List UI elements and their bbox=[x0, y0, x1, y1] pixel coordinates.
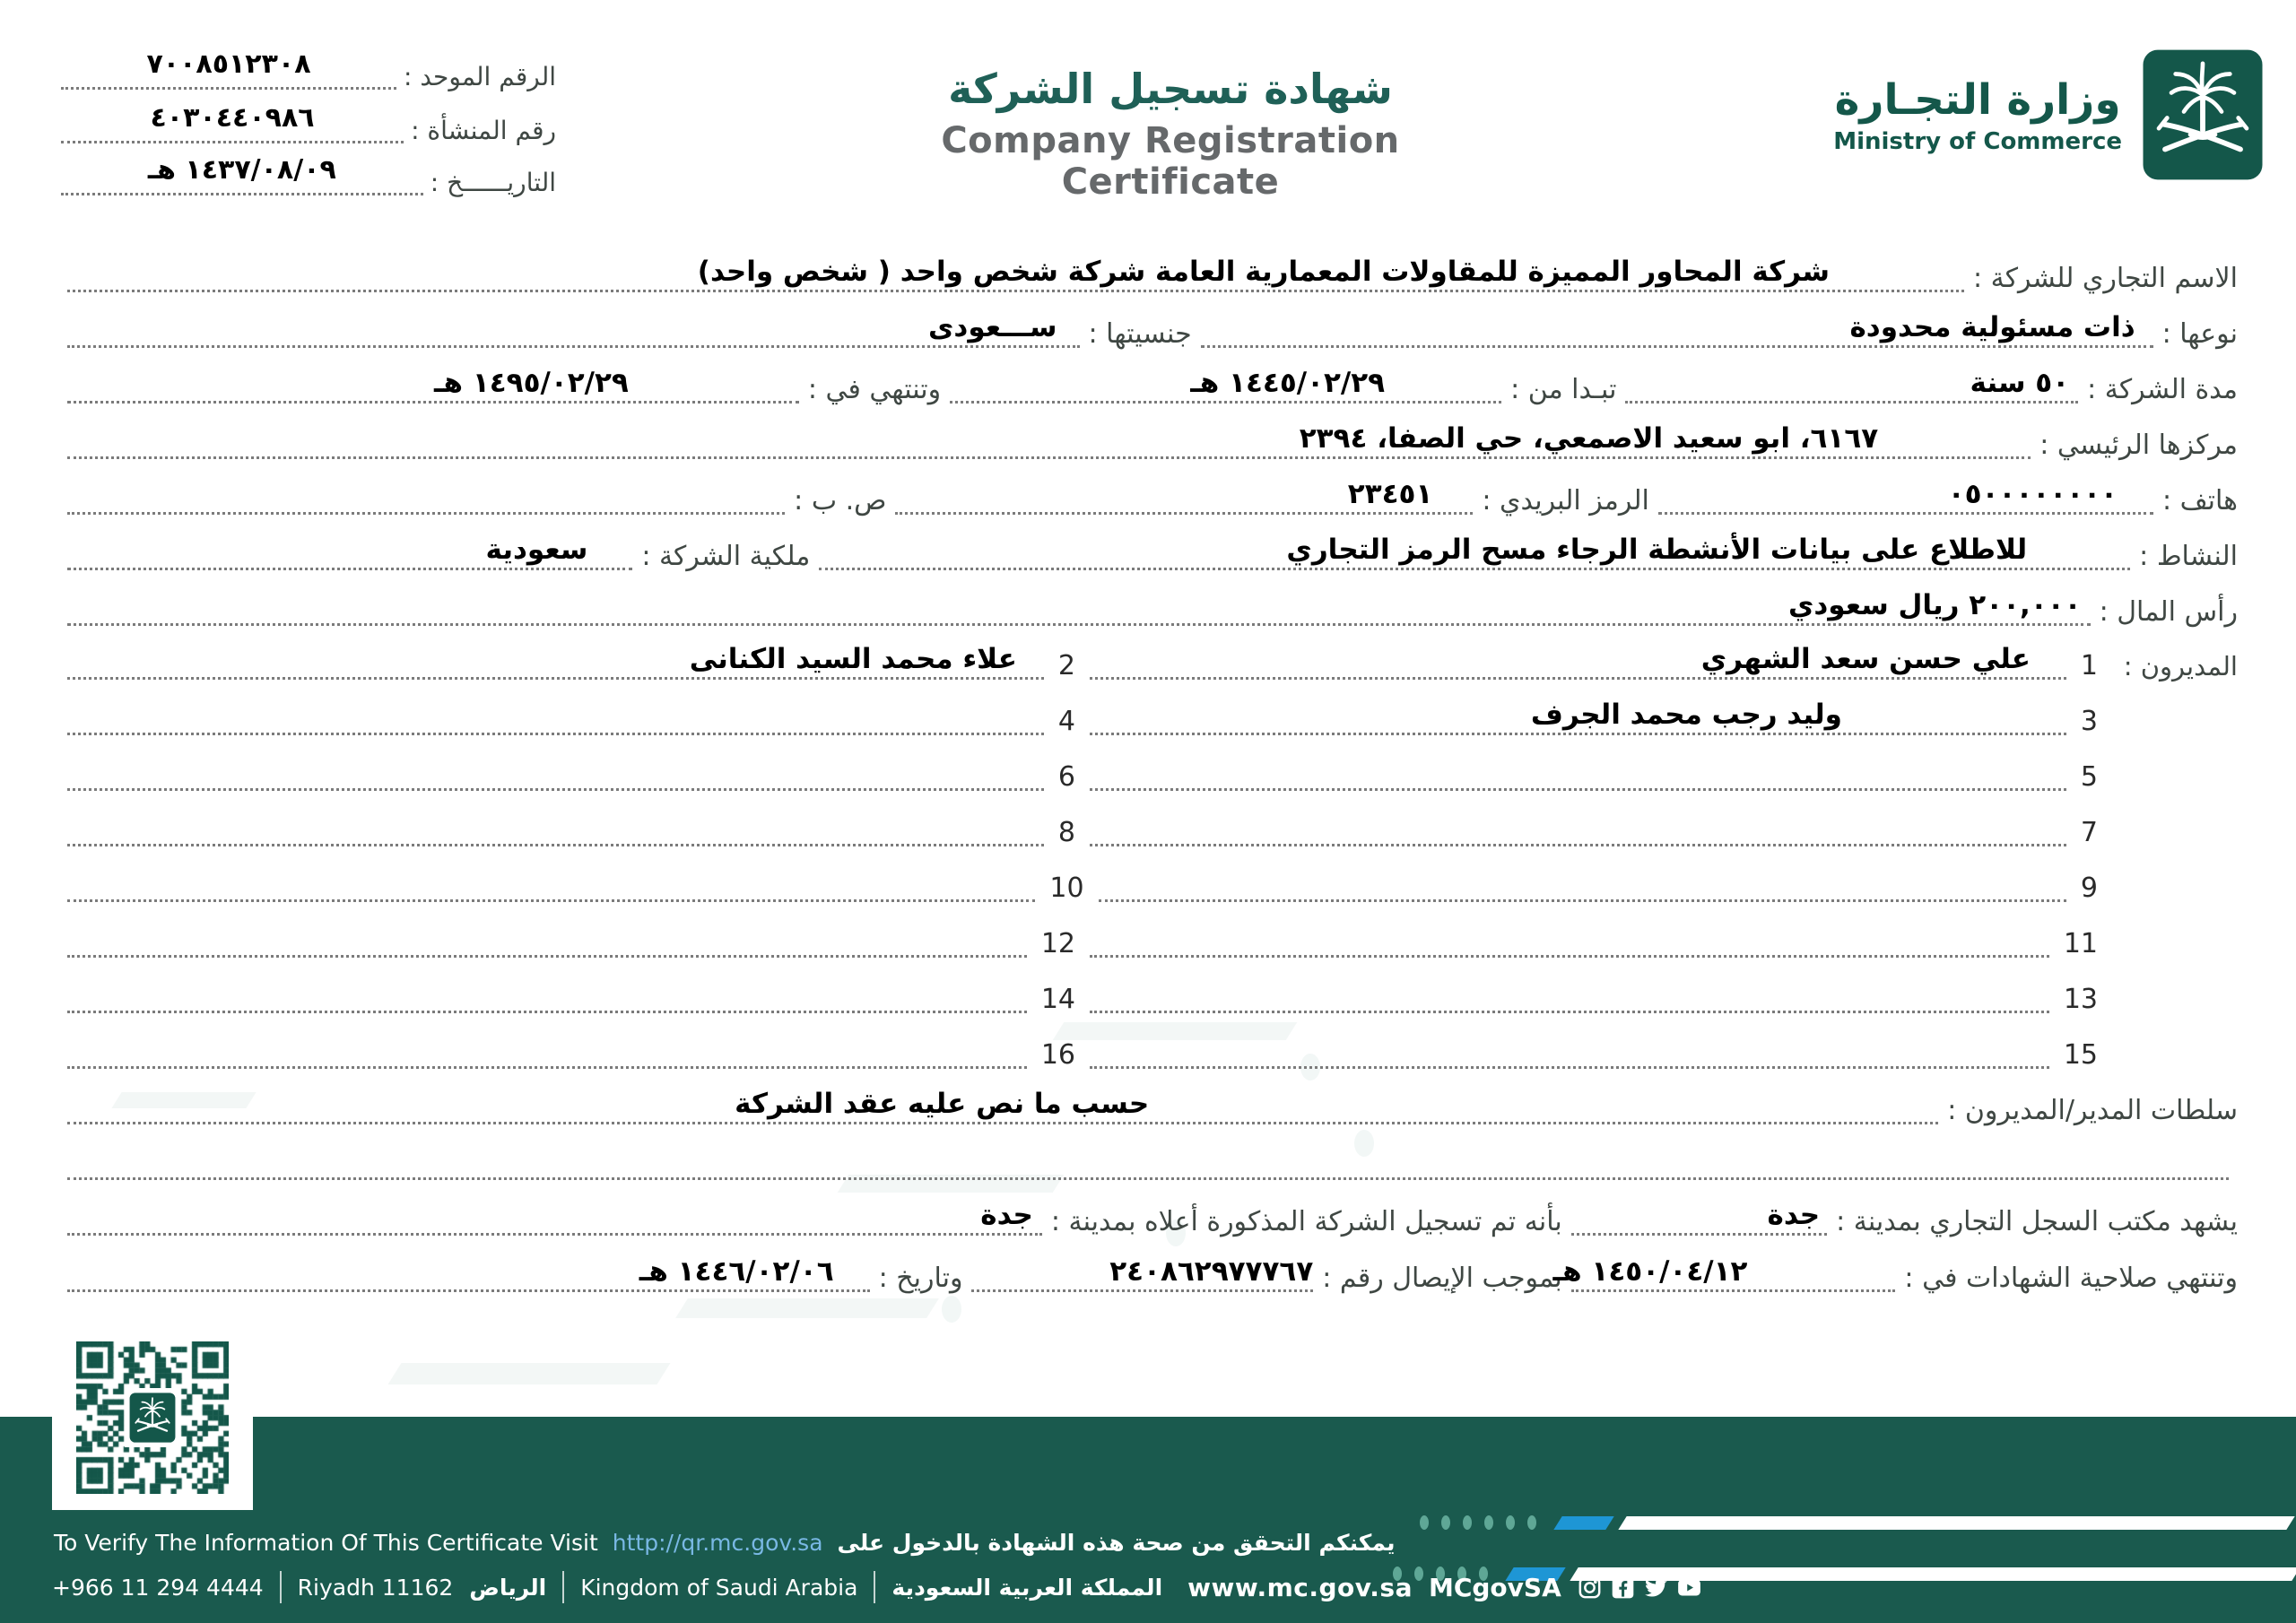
manager-slot-number: 2 bbox=[1057, 650, 1075, 681]
duration-label: مدة الشركة : bbox=[2087, 373, 2238, 405]
manager-slot-number: 6 bbox=[1057, 761, 1075, 793]
manager-slot-number: 4 bbox=[1057, 706, 1075, 737]
watermark-dot bbox=[942, 1296, 961, 1323]
dotted-line bbox=[61, 144, 423, 195]
dotted-line bbox=[1090, 903, 2049, 958]
registered-city-label: بأنه تم تسجيل الشركة المذكورة أعلاه بمدينة : bbox=[1050, 1205, 1562, 1237]
dotted-line bbox=[67, 311, 1080, 348]
activity-field bbox=[810, 534, 2238, 572]
deco-dot bbox=[1484, 1515, 1493, 1530]
manager-slot-number: 7 bbox=[2080, 817, 2098, 848]
footer-phone: +966 11 294 4444 bbox=[52, 1574, 264, 1601]
phone-label: هاتف : bbox=[2161, 484, 2238, 516]
manager-row bbox=[58, 794, 2238, 846]
footer-social-handle: MCgovSA bbox=[1428, 1572, 1561, 1602]
phone-row bbox=[58, 464, 2238, 515]
receipt-date-value: ١٤٤٦/٠٢/٠٦ هـ bbox=[639, 1255, 834, 1288]
manager-row bbox=[58, 961, 2238, 1013]
capital-value: ٢٠٠,٠٠٠ ريال سعودي bbox=[1787, 589, 2082, 621]
dotted-line bbox=[1090, 792, 2066, 846]
dotted-line bbox=[67, 367, 799, 404]
receipt-date-label: وتاريخ : bbox=[878, 1262, 963, 1294]
trade-name-row bbox=[58, 242, 2238, 292]
ministry-name-arabic: وزارة التجـارة bbox=[1834, 74, 2121, 125]
postal-code-value: ٢٣٤٥١ bbox=[1347, 478, 1433, 510]
qr-center-emblem bbox=[125, 1388, 180, 1447]
manager-slot-number: 15 bbox=[2063, 1039, 2098, 1071]
ministry-name-english: Ministry of Commerce bbox=[1833, 127, 2122, 155]
dotted-line bbox=[67, 959, 1027, 1013]
expiry-receipt-row bbox=[58, 1242, 2238, 1292]
issue-date-row bbox=[54, 147, 556, 195]
postal-code-field bbox=[886, 478, 1649, 516]
dotted-line bbox=[67, 1014, 1027, 1069]
receipt-number-field bbox=[962, 1255, 1562, 1294]
deco-dot bbox=[1527, 1515, 1536, 1530]
footer-country-en: Kingdom of Saudi Arabia bbox=[580, 1574, 858, 1601]
deco-dot bbox=[1441, 1515, 1450, 1530]
receipt-number-value: ٢٤٠٨٦٢٩٧٧٧٦٧ bbox=[1109, 1255, 1314, 1288]
facility-number-value: ٤٠٣٠٤٤٠٩٨٦ bbox=[150, 102, 315, 134]
facility-number-row bbox=[54, 95, 556, 143]
authority-continuation-row bbox=[58, 1130, 2238, 1180]
dotted-line bbox=[1099, 847, 2066, 902]
dotted-line bbox=[1571, 1199, 1827, 1236]
page-title-english: Company Registration Certificate bbox=[941, 120, 1400, 203]
dotted-line bbox=[67, 903, 1027, 958]
issue-date-label: التاريــــــخ : bbox=[430, 167, 556, 197]
nationality-field bbox=[58, 311, 1192, 350]
watermark-shape bbox=[675, 1298, 939, 1318]
trade-name-value: شركة المحاور المميزة للمقاولات المعمارية العامة شركة شخص واحد ( شخص واحد) bbox=[697, 256, 1830, 288]
unified-number-label: الرقم الموحد : bbox=[404, 61, 556, 91]
registry-office-city: جدة bbox=[1767, 1199, 1821, 1231]
verify-link[interactable]: http://qr.mc.gov.sa bbox=[612, 1530, 823, 1556]
dotted-line bbox=[67, 512, 785, 515]
dotted-line bbox=[61, 39, 396, 90]
manager-name-value: علاء محمد السيد الكنانى bbox=[689, 643, 1017, 675]
facebook-icon[interactable] bbox=[1611, 1575, 1635, 1600]
saudi-emblem-icon bbox=[2140, 47, 2266, 183]
dotted-line bbox=[67, 681, 1044, 735]
dotted-line bbox=[1625, 367, 2078, 404]
duration-field bbox=[1616, 367, 2238, 405]
receipt-date-field bbox=[58, 1255, 963, 1294]
manager-slot-number: 12 bbox=[1040, 928, 1075, 959]
unified-number-value: ٧٠٠٨٥١٢٣٠٨ bbox=[146, 48, 311, 80]
deco-dot bbox=[1463, 1515, 1472, 1530]
manager-authority-value: حسب ما نص عليه عقد الشركة bbox=[735, 1088, 1150, 1120]
nationality-label: جنسيتها : bbox=[1088, 317, 1192, 350]
start-date-value: ١٤٤٥/٠٢/٢٩ هـ bbox=[1190, 367, 1386, 399]
dotted-line bbox=[1201, 311, 2153, 348]
headquarters-label: مركزها الرئيسي : bbox=[2039, 429, 2238, 461]
manager-name-value: علي حسن سعد الشهري bbox=[1700, 643, 2031, 675]
nationality-value: ســـعودى bbox=[928, 311, 1057, 343]
instagram-icon[interactable] bbox=[1578, 1575, 1602, 1600]
phone-field bbox=[1649, 478, 2238, 516]
postal-code-label: الرمز البريدي : bbox=[1482, 484, 1649, 516]
manager-row bbox=[58, 906, 2238, 958]
dotted-line bbox=[971, 1255, 1314, 1292]
capital-label: رأس المال : bbox=[2099, 595, 2238, 628]
ownership-value: سعودية bbox=[485, 534, 588, 566]
type-label: نوعها : bbox=[2161, 317, 2238, 350]
manager-slot-number: 9 bbox=[2080, 872, 2098, 904]
dotted-line bbox=[1090, 959, 2049, 1013]
dotted-line bbox=[67, 1072, 1938, 1124]
ministry-logo-text bbox=[1833, 75, 2122, 155]
pobox-field bbox=[58, 484, 887, 516]
separator bbox=[280, 1571, 282, 1603]
headquarters-row bbox=[58, 409, 2238, 459]
qr-code-card bbox=[52, 1325, 253, 1510]
activity-row bbox=[58, 520, 2238, 570]
certificate-expiry-field bbox=[1552, 1255, 2238, 1294]
manager-slot-number: 10 bbox=[1049, 872, 1084, 904]
registry-office-field bbox=[1562, 1199, 2238, 1237]
phone-value: ٠٥٠٠٠٠٠٠٠٠ bbox=[1947, 478, 2118, 510]
dotted-line bbox=[67, 534, 632, 570]
type-nationality-row bbox=[58, 298, 2238, 348]
footer-city-en: Riyadh 11162 bbox=[297, 1574, 454, 1601]
dotted-line bbox=[1090, 681, 2066, 735]
separator bbox=[874, 1571, 875, 1603]
footer-country-ar: المملكة العربية السعودية bbox=[891, 1574, 1163, 1601]
manager-row bbox=[58, 1017, 2238, 1069]
manager-row bbox=[58, 628, 2238, 680]
manager-row bbox=[58, 739, 2238, 791]
social-icons bbox=[1578, 1575, 1701, 1600]
duration-row bbox=[58, 353, 2238, 404]
dotted-line bbox=[1090, 1014, 2049, 1069]
type-value: ذات مسئولية محدودة bbox=[1849, 311, 2135, 343]
dotted-line bbox=[67, 239, 1964, 292]
manager-slot-number: 3 bbox=[2080, 706, 2098, 737]
dotted-line bbox=[61, 92, 404, 143]
manager-slot-number: 16 bbox=[1040, 1039, 1075, 1071]
deco-dot bbox=[1506, 1515, 1515, 1530]
end-date-field bbox=[58, 367, 942, 405]
qr-code[interactable] bbox=[76, 1341, 229, 1494]
receipt-number-label: بموجب الإيصال رقم : bbox=[1322, 1262, 1562, 1294]
dotted-line bbox=[1090, 736, 2066, 791]
manager-row bbox=[58, 850, 2238, 902]
manager-slot-number: 5 bbox=[2080, 761, 2098, 793]
separator bbox=[562, 1571, 564, 1603]
manager-authority-label: سلطات المدير/المديرون : bbox=[1947, 1094, 2238, 1126]
manager-slot-number: 13 bbox=[2063, 984, 2098, 1015]
dotted-line bbox=[950, 367, 1501, 404]
watermark-shape bbox=[388, 1363, 671, 1384]
managers-label: المديرون : bbox=[2123, 650, 2238, 681]
end-date-label: وتنتهي في : bbox=[807, 373, 942, 405]
manager-slot-number: 11 bbox=[2063, 928, 2098, 959]
trade-name-label: الاسم التجاري للشركة : bbox=[1972, 262, 2238, 294]
certificate-expiry-value: ١٤٥٠/٠٤/١٢ هـ bbox=[1552, 1255, 1748, 1288]
start-date-field bbox=[941, 367, 1617, 405]
dotted-line bbox=[1658, 478, 2153, 515]
dotted-line bbox=[67, 1199, 1042, 1236]
footer-contact-line bbox=[52, 1571, 1701, 1603]
manager-name-value: وليد رجب محمد الجرف bbox=[1530, 699, 1842, 731]
deco-blue-bar bbox=[1553, 1516, 1613, 1530]
dotted-line bbox=[67, 736, 1044, 791]
saudi-emblem-icon bbox=[128, 1392, 177, 1444]
activity-label: النشاط : bbox=[2139, 540, 2238, 572]
decorative-stripe-row bbox=[1420, 1515, 2291, 1530]
ownership-field bbox=[58, 534, 811, 572]
ownership-label: ملكية الشركة : bbox=[641, 540, 811, 572]
manager-slot-number: 1 bbox=[2080, 650, 2098, 681]
attestation-row bbox=[58, 1185, 2238, 1236]
footer-verify-line bbox=[54, 1530, 1395, 1556]
end-date-value: ١٤٩٥/٠٢/٢٩ هـ bbox=[433, 367, 629, 399]
registry-office-label: يشهد مكتب السجل التجاري بمدينة : bbox=[1836, 1205, 2238, 1237]
dotted-line bbox=[1090, 625, 2066, 680]
dotted-line bbox=[1552, 1255, 1896, 1292]
facility-number-label: رقم المنشأة : bbox=[411, 115, 556, 145]
unified-number-row bbox=[54, 41, 556, 90]
manager-slot-number: 8 bbox=[1057, 817, 1075, 848]
registered-city-field bbox=[58, 1199, 1562, 1237]
start-date-label: تبـدا من : bbox=[1510, 373, 1617, 405]
dotted-line bbox=[67, 625, 1044, 680]
dotted-line bbox=[67, 573, 2091, 626]
title-block bbox=[848, 65, 1493, 203]
manager-slot-number: 14 bbox=[1040, 984, 1075, 1015]
dotted-line bbox=[895, 478, 1473, 515]
pobox-label: ص. ب : bbox=[794, 484, 887, 516]
dotted-line bbox=[67, 406, 2031, 459]
verify-text-ar: يمكنكم التحقق من صحة هذه الشهادة بالدخول على bbox=[837, 1530, 1396, 1556]
dotted-line bbox=[67, 1255, 870, 1292]
dotted-line bbox=[67, 847, 1035, 902]
page-title-arabic: شهادة تسجيل الشركة bbox=[948, 65, 1393, 113]
twitter-icon[interactable] bbox=[1644, 1575, 1668, 1600]
ministry-logo bbox=[1833, 47, 2266, 183]
certificate-expiry-label: وتنتهي صلاحية الشهادات في : bbox=[1904, 1262, 2238, 1294]
activity-value: للاطلاع على بيانات الأنشطة الرجاء مسح الرمز التجاري bbox=[1286, 534, 2028, 566]
verify-text-en: To Verify The Information Of This Certificate Visit bbox=[54, 1530, 598, 1556]
capital-row bbox=[58, 576, 2238, 626]
type-field bbox=[1192, 311, 2238, 350]
manager-authority-row bbox=[58, 1074, 2238, 1124]
dotted-line bbox=[67, 1127, 2229, 1180]
manager-row bbox=[58, 683, 2238, 735]
dotted-line bbox=[819, 534, 2130, 570]
footer-city-ar: الرياض bbox=[469, 1574, 547, 1601]
footer-website[interactable]: www.mc.gov.sa bbox=[1187, 1572, 1413, 1602]
deco-white-bar bbox=[1618, 1516, 2294, 1530]
dotted-line bbox=[67, 792, 1044, 846]
youtube-icon[interactable] bbox=[1677, 1575, 1701, 1600]
issue-date-value: ١٤٣٧/٠٨/٠٩ هـ bbox=[147, 154, 336, 186]
deco-dot bbox=[1420, 1515, 1429, 1530]
registered-city-value: جدة bbox=[980, 1199, 1033, 1231]
headquarters-value: ٦١٦٧، ابو سعيد الاصمعي، حي الصفا، ٢٣٩٤ bbox=[1299, 422, 1879, 455]
duration-value: ٥٠ سنة bbox=[1970, 367, 2070, 399]
